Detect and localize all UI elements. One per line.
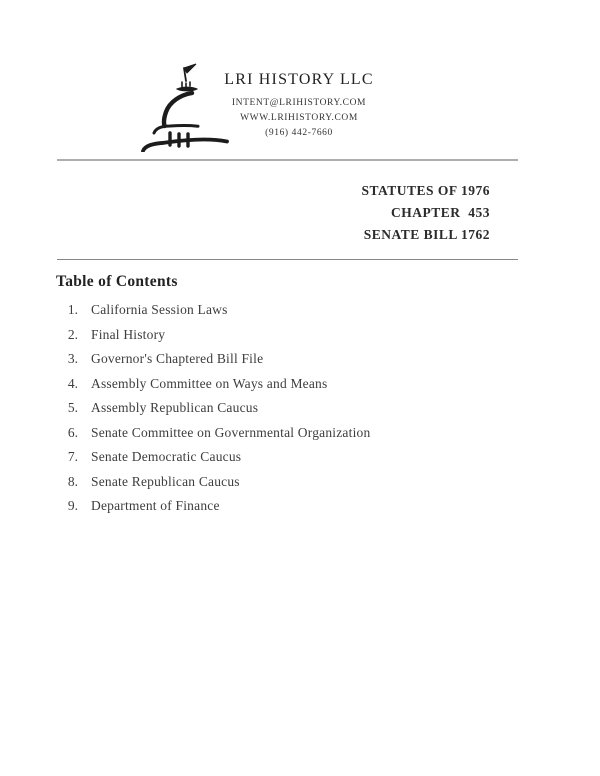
- toc-item: [56, 450, 516, 464]
- toc-item: [56, 377, 516, 391]
- toc-item: [56, 401, 516, 415]
- toc-item-label: Senate Democratic Caucus: [91, 449, 242, 464]
- toc-item-number: 8.: [67, 473, 78, 489]
- toc-heading: Table of Contents: [56, 273, 178, 290]
- toc-item-number: 3.: [67, 351, 78, 366]
- toc-item: [56, 426, 516, 440]
- company-email: INTENT@LRIHISTORY.COM: [231, 98, 367, 108]
- toc-item-number: 5.: [67, 400, 78, 415]
- toc-item-label: Senate Committee on Governmental Organization: [91, 424, 371, 440]
- toc-item: [56, 475, 516, 489]
- toc-item-label: Governor's Chaptered Bill File: [91, 351, 264, 366]
- toc-item-number: 9.: [67, 498, 78, 513]
- toc-list: [56, 303, 516, 524]
- toc-item-number: 1.: [67, 302, 78, 317]
- toc-item-label: Senate Republican Caucus: [91, 473, 240, 489]
- toc-item-label: Assembly Republican Caucus: [91, 400, 259, 415]
- statutes-year-line: STATUTES OF 1976: [361, 183, 490, 198]
- toc-item-label: Final History: [91, 326, 166, 342]
- toc-item: [56, 499, 516, 513]
- toc-item-label: Department of Finance: [91, 498, 220, 513]
- letterhead-contact-block: [214, 71, 384, 141]
- toc-item-label: Assembly Committee on Ways and Means: [91, 375, 328, 391]
- toc-item: [56, 328, 516, 342]
- toc-item-number: 7.: [67, 449, 78, 464]
- company-name: LRI HISTORY LLC: [224, 71, 374, 88]
- chapter-line: CHAPTER 453: [390, 205, 490, 220]
- toc-item-number: 2.: [67, 326, 78, 342]
- toc-item-label: California Session Laws: [91, 302, 228, 317]
- senate-bill-line: SENATE BILL 1762: [363, 227, 490, 242]
- toc-item-number: 6.: [67, 424, 78, 440]
- horizontal-rule-top: [57, 159, 518, 161]
- toc-item: [56, 352, 516, 366]
- company-website: WWW.LRIHISTORY.COM: [240, 113, 358, 123]
- toc-item: [56, 303, 516, 317]
- horizontal-rule-bottom: [57, 259, 518, 260]
- company-phone: (916) 442-7660: [265, 128, 333, 138]
- toc-item-number: 4.: [67, 375, 78, 391]
- statute-reference-block: [361, 180, 490, 246]
